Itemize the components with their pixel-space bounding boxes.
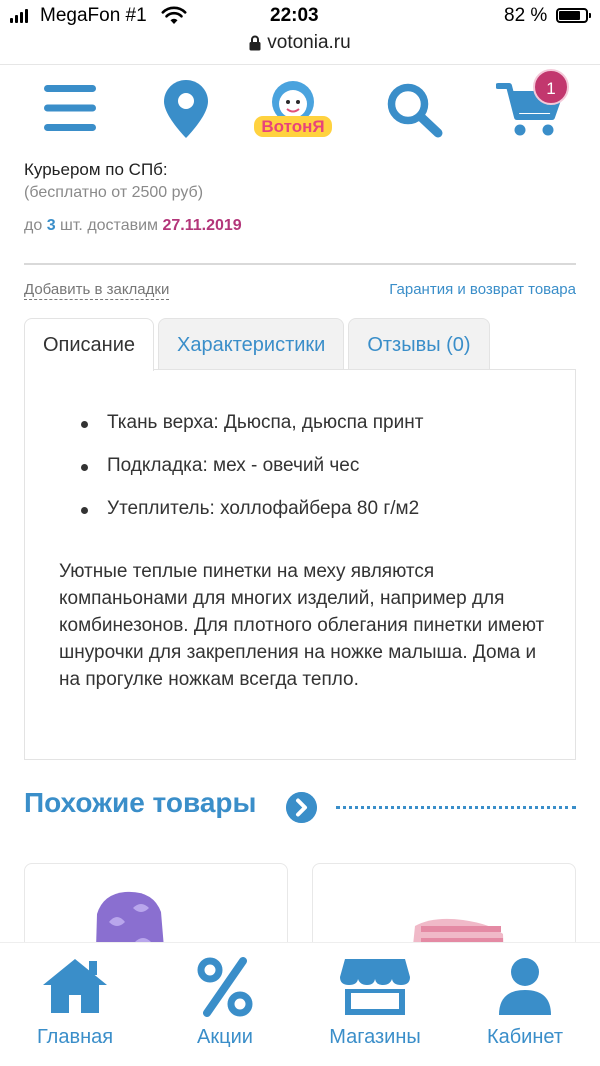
nav-label: Акции — [197, 1026, 253, 1048]
location-icon[interactable] — [164, 80, 208, 138]
delivery-qty: 3 — [46, 217, 56, 234]
cart-count-badge: 1 — [533, 69, 569, 105]
nav-label: Кабинет — [486, 1026, 564, 1048]
product-tabs — [24, 318, 490, 370]
similar-products-title[interactable]: Похожие товары — [24, 787, 257, 818]
battery-icon — [556, 8, 588, 23]
nav-label: Главная — [36, 1026, 114, 1048]
description-text: Уютные теплые пинетки на меху являются компаньонами для многих изделий, например для комбинезонов. Для плотного облегания пинетки имеют шнурочки для закрепления на ножке малыша. Дома и на прогулке ножкам всегда тепло. — [59, 561, 545, 690]
home-icon — [41, 957, 109, 1015]
chevron-right-icon[interactable] — [286, 792, 317, 823]
logo-text: ВотонЯ — [261, 117, 325, 136]
delivery-date: 27.11.2019 — [162, 217, 242, 234]
divider — [336, 806, 576, 809]
percent-icon — [197, 957, 253, 1017]
search-icon[interactable] — [386, 82, 444, 138]
divider — [0, 64, 600, 65]
user-icon — [497, 957, 553, 1017]
tab-description[interactable]: Описание — [24, 318, 154, 371]
url-text: votonia.ru — [267, 32, 351, 53]
battery-percent: 82 % — [504, 5, 548, 26]
nav-stores[interactable] — [300, 943, 450, 1066]
nav-home[interactable] — [0, 943, 150, 1066]
signal-icon — [10, 9, 28, 23]
list-item: Подкладка: мех - овечий чес — [81, 455, 423, 498]
clock: 22:03 — [270, 5, 319, 26]
address-bar[interactable] — [0, 32, 600, 60]
tab-reviews[interactable]: Отзывы (0) — [348, 318, 489, 370]
divider — [24, 263, 576, 265]
add-bookmark-link[interactable]: Добавить в закладки — [24, 281, 170, 298]
list-item: Утеплитель: холлофайбера 80 г/м2 — [81, 498, 423, 541]
lock-icon — [249, 35, 261, 51]
delivery-note: (бесплатно от 2500 руб) — [24, 184, 204, 201]
description-panel — [24, 369, 576, 760]
menu-icon[interactable] — [44, 85, 96, 131]
carrier-name: MegaFon #1 — [40, 5, 147, 26]
list-item: Ткань верха: Дьюспа, дьюспа принт — [81, 412, 423, 455]
nav-label: Магазины — [329, 1026, 421, 1048]
site-logo[interactable] — [250, 78, 336, 140]
feature-list — [81, 412, 423, 541]
status-bar — [0, 0, 600, 32]
warranty-link[interactable]: Гарантия и возврат товара — [389, 281, 576, 298]
delivery-estimate: до 3 шт. доставим 27.11.2019 — [24, 217, 242, 234]
nav-sales[interactable] — [150, 943, 300, 1066]
delivery-title: Курьером по СПб: — [24, 160, 168, 179]
nav-account[interactable] — [450, 943, 600, 1066]
bottom-navigation — [0, 942, 600, 1066]
store-icon — [339, 957, 411, 1017]
tab-characteristics[interactable]: Характеристики — [158, 318, 344, 370]
wifi-icon — [161, 6, 187, 26]
